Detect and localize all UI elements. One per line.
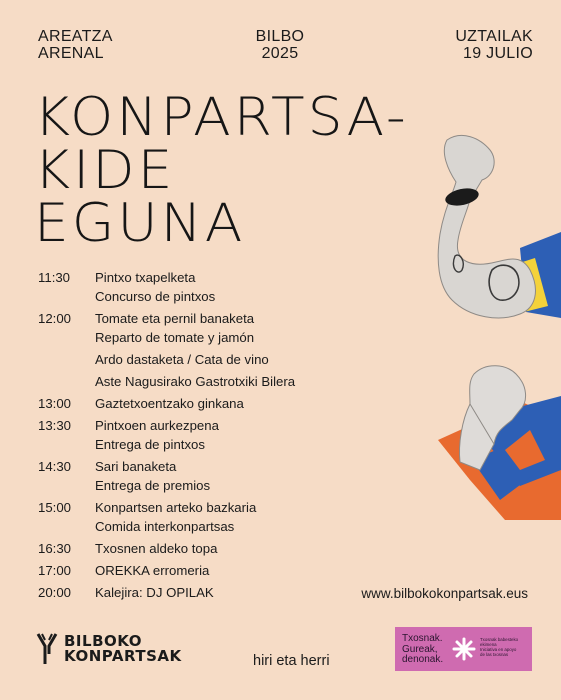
- orange-block-2: [505, 430, 545, 470]
- schedule-activity: Tomate eta pernil banaketa: [95, 311, 255, 326]
- logo-wordmark: [64, 634, 182, 664]
- blue-band-top: [520, 232, 561, 318]
- city: BILBO: [255, 28, 305, 45]
- city-year-label: [245, 28, 315, 62]
- txosnak-badge: [395, 627, 532, 671]
- asterisk-icon: [452, 637, 476, 666]
- date: 19 JULIO: [463, 45, 533, 62]
- badge-small-3: Iniciativa en apoyo: [480, 647, 517, 652]
- badge-slogan: [402, 634, 443, 666]
- schedule-row: [38, 268, 358, 306]
- badge-small-4: de las txosnas: [480, 652, 509, 657]
- title-line-3: EGUNA: [34, 192, 246, 254]
- schedule-activity: Sari banaketa: [95, 459, 177, 474]
- year: 2025: [261, 45, 299, 62]
- schedule-activities: [95, 309, 254, 347]
- schedule-time: 14:30: [38, 459, 72, 474]
- tagline: hiri eta herri: [253, 653, 330, 669]
- logo-line-2: KONPARTSAK: [64, 647, 182, 665]
- schedule-activity: Aste Nagusirako Gastrotxiki Bilera: [95, 374, 296, 389]
- schedule-row: [38, 583, 358, 602]
- schedule-row: [38, 457, 358, 495]
- konpartsak-symbol-icon: [36, 632, 58, 666]
- forearm: [459, 404, 494, 470]
- date-label: [455, 28, 533, 62]
- venue-line-1: AREATZA: [38, 28, 113, 45]
- badge-small-1: Txosnak babesteko: [480, 637, 519, 642]
- schedule-activities: [95, 372, 295, 391]
- schedule-time: 11:30: [38, 270, 71, 285]
- schedule-activity: Entrega de premios: [95, 478, 211, 493]
- yellow-band: [510, 258, 548, 312]
- schedule-activities: [95, 539, 217, 558]
- schedule-activity: Gaztetxoentzako ginkana: [95, 396, 244, 411]
- blue-block-2: [472, 440, 540, 500]
- schedule-activity: Ardo dastaketa / Cata de vino: [95, 352, 269, 367]
- schedule-activity: Entrega de pintxos: [95, 437, 205, 452]
- badge-small-text: [480, 637, 528, 657]
- fist: [469, 366, 525, 452]
- schedule-activities: [95, 350, 269, 369]
- schedule-time: 17:00: [38, 563, 72, 578]
- schedule-time: 12:00: [38, 311, 72, 326]
- schedule-time: 16:30: [38, 541, 72, 556]
- schedule-activities: [95, 268, 215, 306]
- schedule-time: 20:00: [38, 585, 72, 600]
- schedule-activities: [95, 561, 209, 580]
- schedule-activity: Pintxo txapelketa: [95, 270, 196, 285]
- venue-line-2: ARENAL: [38, 45, 104, 62]
- venue-label: [38, 28, 113, 62]
- badge-small-2: ekimena: [480, 642, 497, 647]
- website-link[interactable]: www.bilbokokonpartsak.eus: [361, 586, 528, 601]
- schedule-activities: [95, 583, 214, 602]
- tattoo-face: [489, 265, 519, 300]
- schedule-time: [38, 350, 95, 369]
- schedule-activity: Txosnen aldeko topa: [95, 541, 218, 556]
- title-line-1: KONPARTSA-: [34, 86, 409, 148]
- badge-slogan-1: Txosnak.: [402, 633, 443, 644]
- schedule-activities: [95, 457, 210, 495]
- badge-slogan-2: Gureak,: [402, 643, 438, 655]
- schedule-list: [38, 268, 358, 605]
- schedule-time: 13:00: [38, 396, 72, 411]
- schedule-row: [38, 416, 358, 454]
- schedule-activity: Pintxoen aurkezpena: [95, 418, 219, 433]
- month: UZTAILAK: [455, 28, 533, 45]
- schedule-time: 15:00: [38, 500, 72, 515]
- title-line-2: KIDE: [34, 139, 176, 201]
- schedule-row: [38, 309, 358, 347]
- schedule-row: [38, 498, 358, 536]
- schedule-activity: OREKKA erromeria: [95, 563, 210, 578]
- schedule-activities: [95, 394, 244, 413]
- bilboko-konpartsak-logo: [36, 632, 182, 666]
- schedule-activities: [95, 416, 219, 454]
- schedule-time: 13:30: [38, 418, 72, 433]
- schedule-activity: Concurso de pintxos: [95, 289, 216, 304]
- schedule-row: [38, 561, 358, 580]
- schedule-activity: Kalejira: DJ OPILAK: [95, 585, 214, 600]
- schedule-activity: Reparto de tomate y jamón: [95, 330, 255, 345]
- schedule-row: [38, 539, 358, 558]
- orange-block: [438, 402, 561, 520]
- schedule-time: [38, 372, 95, 391]
- schedule-row: [38, 350, 358, 369]
- schedule-activities: [95, 498, 256, 536]
- blue-block: [470, 396, 561, 486]
- tattoo-flower: [453, 255, 463, 272]
- event-title: [34, 86, 504, 254]
- badge-slogan-3: denonak.: [402, 654, 444, 665]
- schedule-row: [38, 394, 358, 413]
- logo-line-1: BILBOKO: [64, 632, 142, 650]
- schedule-activity: Comida interkonpartsas: [95, 519, 235, 534]
- schedule-activity: Konpartsen arteko bazkaria: [95, 500, 257, 515]
- schedule-row: [38, 372, 358, 391]
